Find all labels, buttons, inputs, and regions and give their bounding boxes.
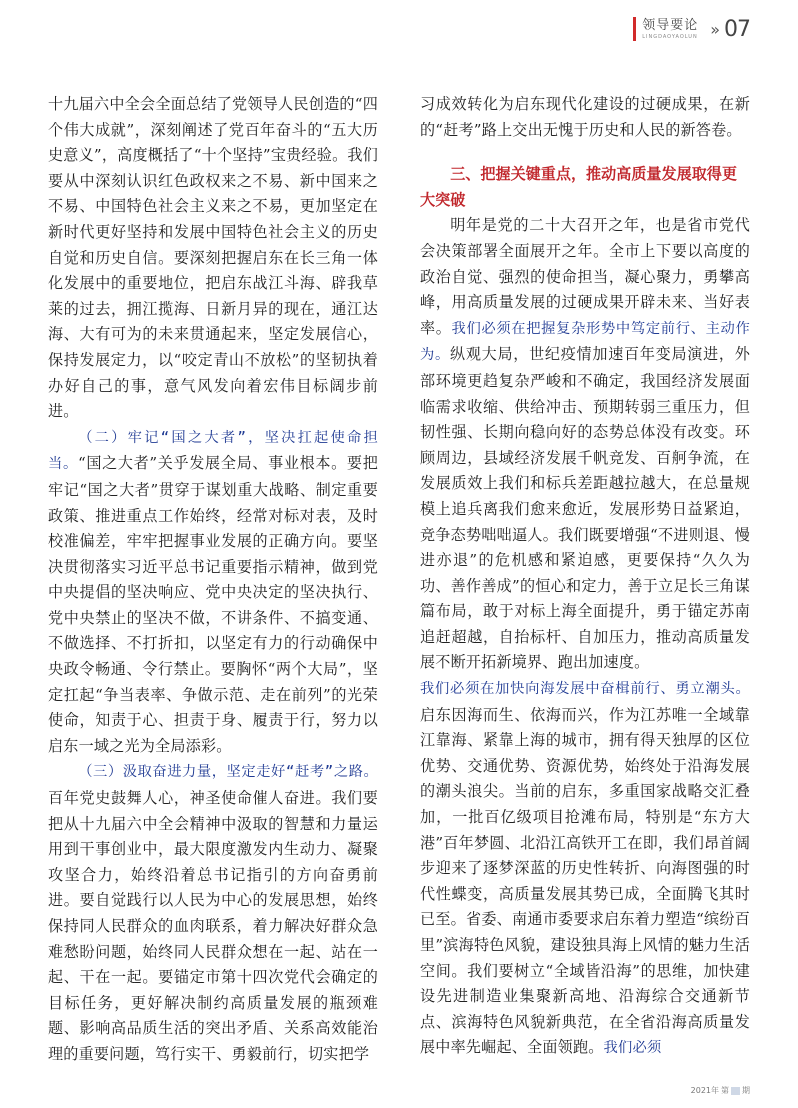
emphasis-2: 我们必须在加快向海发展中奋楫前行、勇立潮头。 [420,681,750,698]
header-section-title: 领导要论 [642,17,699,33]
left-column [48,92,378,1068]
emphasis-3: 我们必须 [603,1040,662,1057]
issue-number-box [731,1087,740,1095]
header-accent-bar [633,17,636,41]
subheading-3: （三）汲取奋进力量，坚定走好“赶考”之路。 [78,764,378,781]
emphasis-1: 我们必须在把握复杂形势中笃定前行、主动作为。 [420,320,751,364]
page-footer [691,1085,750,1096]
paragraph-intro [420,213,750,676]
paragraph-body: 明年是党的二十大召开之年，也是省市党代会决策部署全面展开之年。全市上下要以高度的政治自觉、强烈的使命担当，凝心聚力，勇攀高峰，用高质量发展的过硬成果开辟未来、当好表率。 [420,216,750,337]
paragraph-body: 启东因海而生、依海而兴，作为江苏唯一全域靠江靠海、紧靠上海的城市，拥有得天独厚的区位优势、交通优势、资源优势，始终处于沿海发展的潮头浪尖。当前的启东，多重国家战略交汇叠加，一批百亿级项目抢滩布局，特别是“东方大港”百年梦圆、北沿江高铁开工在即，我们昂首阔步迎来了逐梦深蓝的历史性转折、向海图强的时代性蝶变，高质量发展其势已成，全面腾飞其时已至。省委、南通市委要求启东着力塑造“缤纷百里”滨海特色风貌，建设独具海上风情的魅力生活空间。我们要树立“全域皆沿海”的思维，加快建设先进制造业集聚新高地、沿海综合交通新节点、滨海特色风貌新典范，在全省沿海高质量发展中率先崛起、全面领跑。 [420,705,750,1057]
paragraph-continuation: 十九届六中全会全面总结了党领导人民创造的“四个伟大成就”，深刻阐述了党百年奋斗的“五大历史意义”，高度概括了“十个坚持”宝贵经验。我们要从中深刻认识红色政权来之不易、新中国来之不易、中国特色社会主义来之不易，更加坚定在新时代更好坚持和发展中国特色社会主义的历史自觉和历史自信。要深刻把握启东在长三角一体化发展中的重要地位，把启东战江斗海、辟我草莱的过去，拥江揽海、日新月异的现在，通江达海、大有可为的未来贯通起来，坚定发展信心，保持发展定力，以“咬定青山不放松”的坚韧执着办好自己的事，意气风发向着宏伟目标阔步前进。 [48,95,378,421]
paragraph-body: 纵观大局，世纪疫情加速百年变局演进，外部环境更趋复杂严峻和不确定，我国经济发展面临需求收缩、供给冲击、预期转弱三重压力，但韧性强、长期向稳向好的态势总体没有改变。环顾周边，县域经济发展千帆竞发、百舸争流，在发展质效上我们和标兵差距越拉越大，在总量规模上追兵离我们愈来愈近，发展形势日益紧迫，竞争态势咄咄逼人。我们既要增强“不进则退、慢进亦退”的危机感和紧迫感，更要保持“久久为功、善作善成”的恒心和定力，善于立足长三角谋篇布局，敢于对标上海全面提升，勇于锚定苏南追赶超越，自抬标杆、自加压力，推动高质量发展不断开拓新境界、跑出加速度。 [420,345,750,672]
paragraph-continuation: 习成效转化为启东现代化建设的过硬成果，在新的“赶考”路上交出无愧于历史和人民的新答卷。 [420,95,750,139]
page-number: 07 [724,16,750,42]
footer-di: 第 [721,1086,729,1095]
right-column [420,92,750,1062]
section-heading-3: 三、把握关键重点，推动高质量发展取得更大突破 [420,165,737,209]
header-section [642,19,698,40]
paragraph-section-3 [48,759,378,1067]
paragraph-body: 百年党史鼓舞人心，神圣使命催人奋进。我们要把从十九届六中全会精神中汲取的智慧和力量运用到干事创业中，最大限度激发内生动力、凝聚攻坚合力，始终沿着总书记指引的方向奋勇前进。要自觉践行以人民为中心的发展思想，始终保持同人民群众的血肉联系，着力解决好群众急难愁盼问题，始终同人民群众想在一起、站在一起、干在一起。要锚定市第十四次党代会确定的目标任务，更好解决制约高质量发展的瓶颈难题、影响高品质生活的突出矛盾、关系高效能治理的重要问题，笃行实干、勇毅前行，切实把学 [48,789,378,1063]
paragraph-section-2 [48,425,378,760]
paragraph-body: “国之大者”关乎发展全局、事业根本。要把牢记“国之大者”贯穿于谋划重大战略、制定重要政策、推进重点工作始终，经常对标对表，及时校准偏差，牢牢把握事业发展的正确方向。要坚决贯彻落实习近平总书记重要指示精神，做到党中央提倡的坚决响应、党中央决定的坚决执行、党中央禁止的坚决不做，不讲条件、不搞变通、不做选择、不打折扣，以坚定有力的行动确保中央政令畅通、令行禁止。要胸怀“两个大局”，坚定扛起“争当表率、争做示范、走在前列”的光荣使命，知责于心、担责于身、履责于行，努力以启东一域之光为全局添彩。 [48,454,378,755]
footer-qi: 期 [742,1086,750,1095]
footer-year: 2021年 [690,1086,719,1095]
paragraph-sea [420,676,750,1062]
page-header [633,14,750,44]
subheading-2: （二）牢记“国之大者”，坚决扛起使命担当。 [48,429,378,473]
header-section-subtitle: LINGDAOYAOLUN [642,33,698,40]
double-chevron-icon: » [710,19,720,39]
